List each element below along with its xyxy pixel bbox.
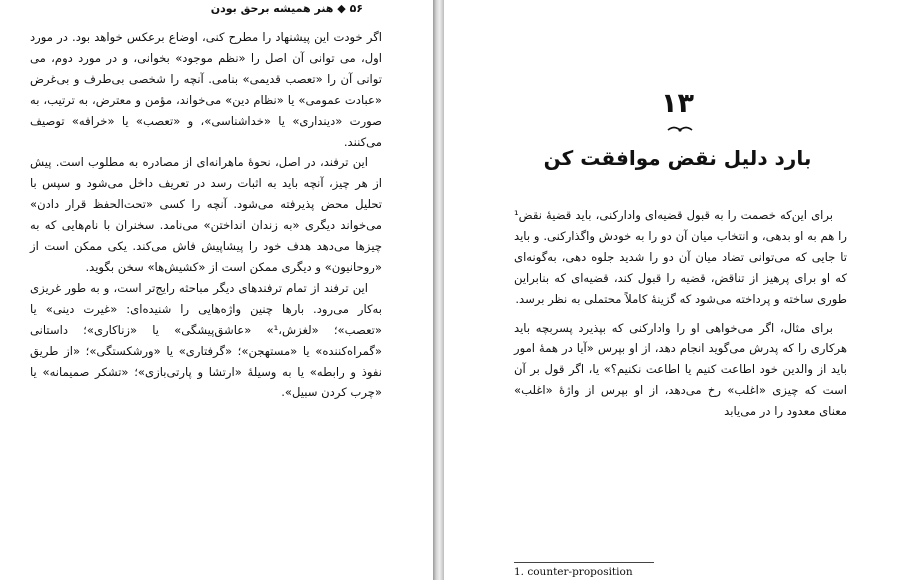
right-paragraph-1: برای این‌که خصمت را به قبول قضیه‌ای وادارکنی، باید قضیهٔ نقض¹ را هم به او بدهی، و انتخاب میان آن دو را به خودش واگذارکنی. و باید تا جایی که می‌توانی تضاد میان آن دو را شدید جلوه دهی، به‌گونه‌ای که او برای پرهیز از تناقض، قضیه را قبول کند، قضیه‌ای که بنابراین طوری ساخته و پرداخته می‌شود که گزینهٔ کاملاً محتملی به نظر برسد. (514, 208, 847, 306)
chapter-title: بارد دلیل نقض موافقت کن (543, 146, 812, 170)
ornament-icon (667, 124, 693, 134)
left-paragraph-1: اگر خودت این پیشنهاد را مطرح کنی، اوضاع برعکس خواهد بود. در مورد اول، می توانی آن اصل را «نظم موجود» بخوانی، و در مورد دوم، می توانی آن را «تعصب قدیمی» بنامی. آنچه را شخصی بی‌طرف و بی‌غرض «عبادت عمومی» یا «نظام دین» می‌خواند، مؤمن و معترض، به ترتیب، به صورت «دینداری» یا «خداشناسی»، و «تعصب» یا «خرافه» توصیف می‌کنند. (30, 30, 382, 149)
left-page-body (30, 27, 382, 403)
footnote-rule (514, 562, 654, 563)
left-page (0, 0, 433, 580)
running-header: ۵۶ ◆ هنر همیشه برحق بودن (210, 2, 363, 15)
book-gutter (433, 0, 444, 580)
left-paragraph-3: این ترفند از تمام ترفندهای دیگر مباحثه رایج‌تر است، و به طور غریزی به‌کار می‌رود. بارها چنین واژه‌هایی را شنیده‌ای: «غیرت دینی» یا «تعصب»؛ «لغزش،¹» «عاشق‌پیشگی» یا «زناکاری»؛ داستانی «گمراه‌کننده» یا «مستهجن»؛ «گرفتاری» یا «ورشکستگی»؛ «از طریق نفوذ و رابطه» یا به وسیلهٔ «ارتشا و پارتی‌بازی»؛ «تشکر صمیمانه» یا «چرب کردن سبیل». (30, 280, 383, 400)
chapter-number: ۱۳ (661, 88, 694, 119)
right-page-body (514, 205, 847, 422)
right-paragraph-2: برای مثال، اگر می‌خواهی او را وادارکنی که بپذیرد پسربچه باید هرکاری را که پدرش می‌گوید انجام دهد، از او بپرس «آیا در همهٔ امور باید از والدین خود اطاعت کنیم یا اطاعت نکنیم؟» یا، اگر قول بر آن است که چیزی «اغلب» رخ می‌دهد، از او بپرس از واژهٔ «اغلب» معنای معدود را در می‌یابد (514, 320, 847, 419)
left-paragraph-2: این ترفند، در اصل، نحوهٔ ماهرانه‌ای از مصادره به مطلوب است. پیش از هر چیز، آنچه باید به اثبات رسد در تعریف داخل می‌شود و سپس با تحلیل محض پذیرفته می‌شود. آنچه را کسی «تحت‌الحفظ قرار دادن» می‌خواند دیگری «به زندان انداختن» می‌نامد. سخنران با نام‌هایی که به چیزها می‌دهد هدف خود را پیشاپیش فاش می‌کند. یکی ممکن است از «روحانیون» و دیگری ممکن است از «کشیش‌ها» سخن بگوید. (30, 155, 382, 274)
footnote: 1. counter-proposition (514, 566, 633, 578)
right-page (444, 0, 911, 580)
